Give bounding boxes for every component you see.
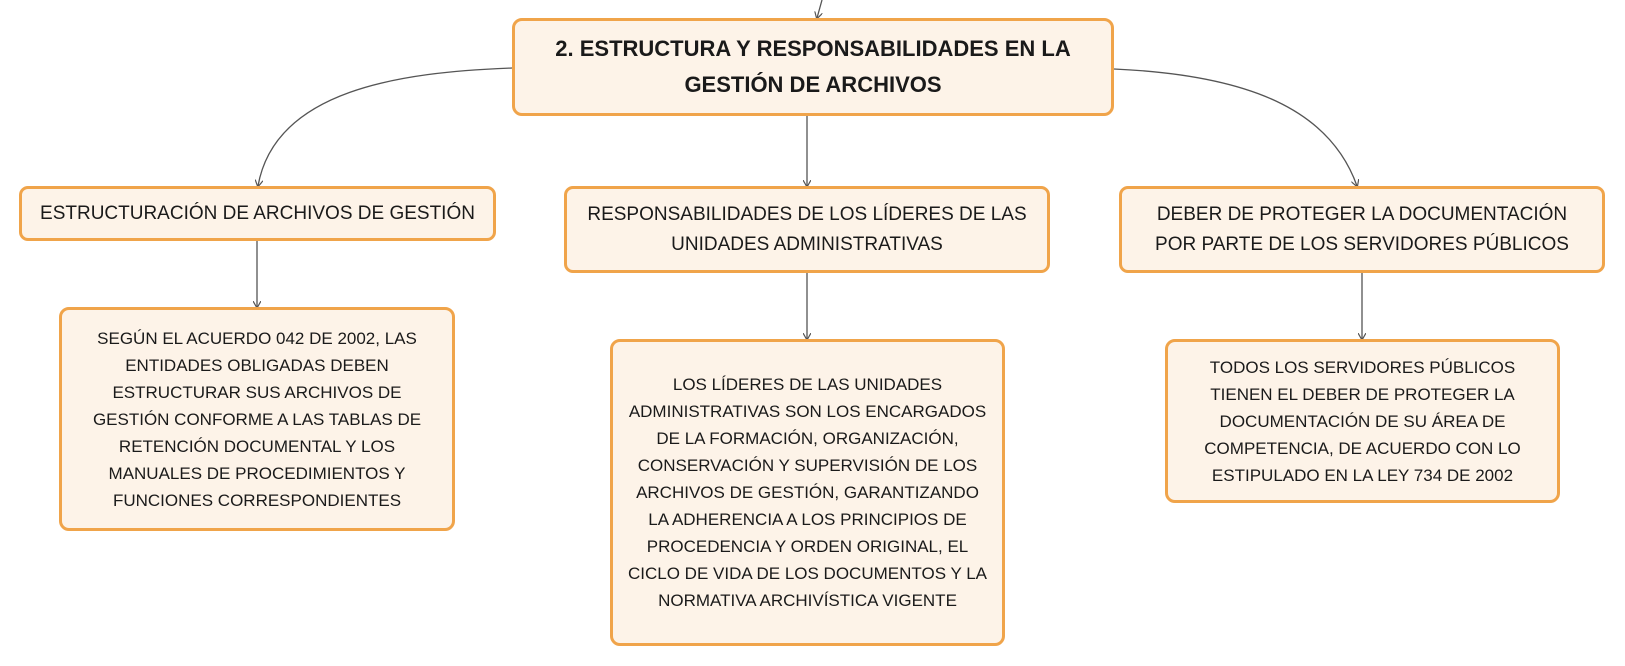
- connector-root-to-topic-right: [1114, 69, 1357, 186]
- topic-node-structuring[interactable]: [19, 186, 496, 241]
- topic-title: DEBER DE PROTEGER LA DOCUMENTACIÓN POR PARTE DE LOS SERVIDORES PÚBLICOS: [1155, 203, 1569, 255]
- detail-node-structuring[interactable]: [59, 307, 455, 531]
- connector-parent-to-root: [817, 0, 822, 18]
- root-topic-title: 2. ESTRUCTURA Y RESPONSABILIDADES EN LA GESTIÓN DE ARCHIVOS: [555, 36, 1071, 97]
- detail-node-responsibilities[interactable]: [610, 339, 1005, 646]
- detail-text: SEGÚN EL ACUERDO 042 DE 2002, LAS ENTIDADES OBLIGADAS DEBEN ESTRUCTURAR SUS ARCHIVOS DE GESTIÓN CONFORME A LAS TABLAS DE RETENCIÓN DOCUMENTAL Y LOS MANUALES DE PROCEDIMIENTOS Y FUNCIONES CORRESPONDIENTES: [92, 328, 422, 510]
- detail-node-duty-to-protect[interactable]: [1165, 339, 1560, 503]
- detail-text: LOS LÍDERES DE LAS UNIDADES ADMINISTRATIVAS SON LOS ENCARGADOS DE LA FORMACIÓN, ORGANIZACIÓN, CONSERVACIÓN Y SUPERVISIÓN DE LOS ARCHIVOS DE GESTIÓN, GARANTIZANDO LA ADHERENCIA A LOS PRINCIPIOS DE PROCEDENCIA Y ORDEN ORIGINAL, EL CICLO DE VIDA DE LOS DOCUMENTOS Y LA NORMATIVA ARCHIVÍSTICA VIGENTE: [628, 375, 987, 610]
- topic-title: RESPONSABILIDADES DE LOS LÍDERES DE LAS UNIDADES ADMINISTRATIVAS: [587, 203, 1027, 255]
- root-topic-node[interactable]: [512, 18, 1114, 116]
- detail-text: TODOS LOS SERVIDORES PÚBLICOS TIENEN EL DEBER DE PROTEGER LA DOCUMENTACIÓN DE SU ÁREA DE COMPETENCIA, DE ACUERDO CON LO ESTIPULADO EN LA LEY 734 DE 2002: [1204, 357, 1521, 485]
- topic-node-duty-to-protect[interactable]: [1119, 186, 1605, 273]
- connector-root-to-topic-left: [258, 68, 512, 186]
- topic-title: ESTRUCTURACIÓN DE ARCHIVOS DE GESTIÓN: [40, 202, 475, 224]
- topic-node-responsibilities[interactable]: [564, 186, 1050, 273]
